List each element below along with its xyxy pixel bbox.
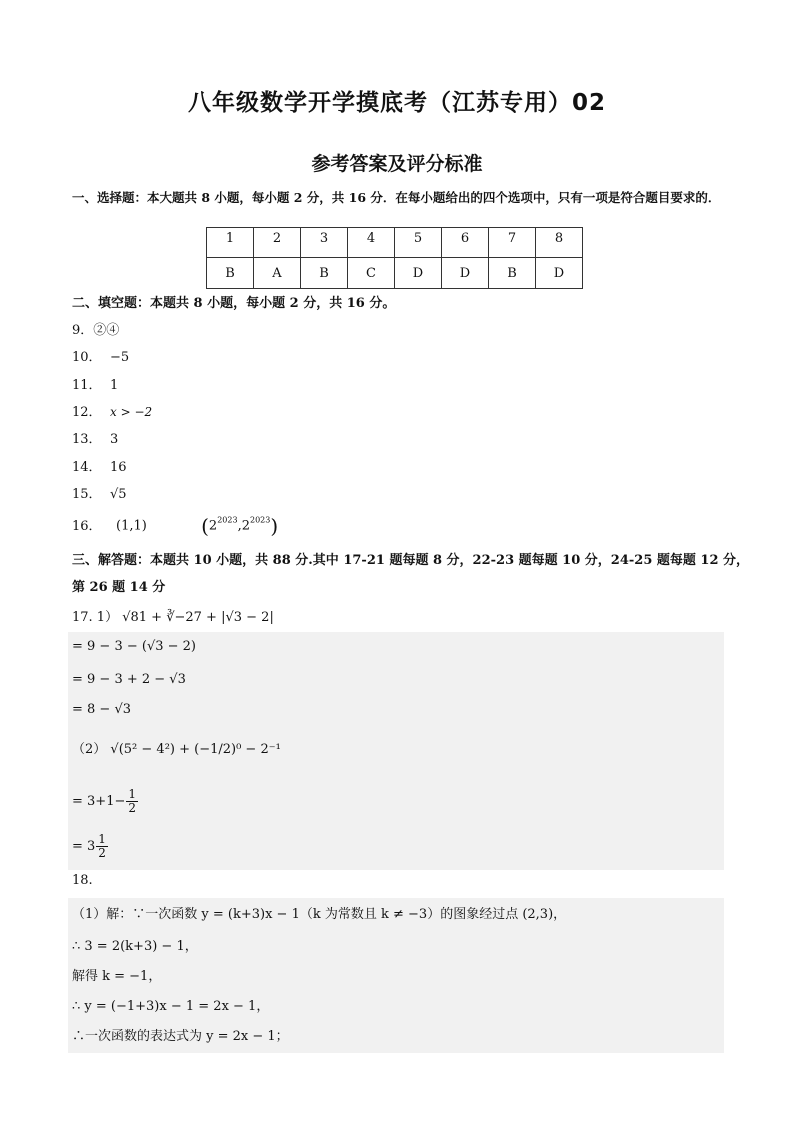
page-title: 八年级数学开学摸底考（江苏专用）02: [187, 90, 606, 116]
item-answer: x > −2: [110, 405, 153, 419]
fill-answer-10: [72, 346, 129, 365]
q18-label: 18.: [72, 873, 93, 888]
table-cell: D: [536, 258, 583, 289]
q17-part2-shaded-block: [68, 782, 724, 870]
q17-step-1: = 9 − 3 − (√3 − 2): [72, 639, 197, 654]
fraction: [126, 788, 138, 815]
fraction: [96, 833, 108, 860]
fill-answer-9: [72, 319, 119, 338]
fill-answer-12: [72, 401, 152, 420]
table-cell: A: [254, 258, 301, 289]
q18-line-2: ∴ 3 = 2(k+3) − 1，: [72, 939, 198, 954]
fraction-denominator: 2: [98, 846, 106, 860]
table-cell: C: [348, 258, 395, 289]
item-number: 16．: [72, 518, 102, 534]
table-cell: 6: [442, 228, 489, 258]
table-cell: B: [301, 258, 348, 289]
section3-heading-line2: 第 26 题 14 分: [72, 580, 166, 595]
section1-heading: [72, 188, 722, 208]
item-number: 15．: [72, 487, 102, 502]
item-answer-b-base: 2: [241, 518, 250, 534]
q17-step-3: = 8 − √3: [72, 702, 132, 717]
q18-line-1: （1）解：∵一次函数 y = (k+3)x − 1（k 为常数且 k ≠ −3）的图象经过点 (2,3)，: [72, 907, 567, 922]
q18-line-3: 解得 k = −1，: [72, 969, 162, 984]
section1-heading-text: 一、选择题：本大题共 8 小题，每小题 2 分，共 16 分．在每小题给出的四个选项中，只有一项是符合题目要求的．: [72, 190, 721, 205]
table-cell: 3: [301, 228, 348, 258]
answer-table-number-row: [207, 228, 583, 258]
q18-line-5: ∴一次函数的表达式为 y = 2x − 1；: [72, 1029, 289, 1044]
fill-answer-16: 16． (1,1) $(2^{2023},2^{2023})$: [72, 514, 279, 538]
item-answer: 1: [110, 378, 119, 393]
item-number: 11．: [72, 378, 102, 393]
item-number: 14．: [72, 460, 102, 475]
answer-table: [206, 227, 583, 289]
item-number: 10．: [72, 350, 102, 365]
table-cell: 2: [254, 228, 301, 258]
q17-part2-label: （2）: [72, 742, 107, 757]
table-cell: B: [207, 258, 254, 289]
table-cell: 8: [536, 228, 583, 258]
q18-line-4: ∴ y = (−1+3)x − 1 = 2x − 1，: [72, 999, 270, 1014]
item-answer-b-exp: 2023: [249, 515, 271, 525]
item-number: 13．: [72, 432, 102, 447]
section2-heading: 二、填空题：本题共 8 小题，每小题 2 分，共 16 分。: [72, 296, 396, 311]
item-answer-b-base: 2: [208, 518, 218, 534]
section3-heading-line1: 三、解答题：本题共 10 小题，共 88 分.其中 17-21 题每题 8 分，22-23 题每题 10 分，24-25 题每题 12 分，: [72, 553, 750, 568]
item-number: 9．: [72, 323, 94, 338]
step-text: = 3+1−: [72, 794, 126, 809]
fill-answer-11: [72, 374, 118, 393]
answer-table-answer-row: [207, 258, 583, 289]
q17-part2-step-1: [72, 788, 139, 815]
table-cell: 1: [207, 228, 254, 258]
table-cell: B: [489, 258, 536, 289]
table-cell: D: [442, 258, 489, 289]
q17-part1-shaded-block: [68, 632, 724, 782]
item-number: 12．: [72, 405, 102, 420]
q17-part2-expr: √(5² − 4²) + (−1/2)⁰ − 2⁻¹: [110, 742, 281, 757]
step-text: = 3: [72, 839, 96, 854]
q17-part2-step-2: [72, 833, 109, 860]
item-answer: −5: [110, 350, 130, 365]
q17-part1-expr: √81 + ∛−27 + |√3 − 2|: [122, 610, 274, 625]
item-answer: 16: [110, 460, 127, 475]
page-subtitle: 参考答案及评分标准: [311, 153, 483, 175]
fraction-numerator: 1: [128, 787, 136, 801]
q17-part1-expression: [72, 606, 274, 625]
fraction-denominator: 2: [128, 801, 136, 815]
fill-answer-14: [72, 456, 127, 475]
table-cell: D: [395, 258, 442, 289]
table-cell: 5: [395, 228, 442, 258]
fill-answer-15: [72, 483, 127, 502]
item-answer-b-exp: 2023: [217, 515, 238, 525]
q17-label: 17. 1）: [72, 610, 119, 625]
item-answer: ②④: [93, 323, 120, 338]
q17-part2-expression: [72, 738, 281, 757]
item-answer: √5: [110, 487, 127, 502]
table-cell: 4: [348, 228, 395, 258]
q17-step-2: = 9 − 3 + 2 − √3: [72, 672, 186, 687]
table-cell: 7: [489, 228, 536, 258]
item-answer-a: (1,1): [116, 518, 147, 534]
item-answer: 3: [110, 432, 119, 447]
fill-answer-13: [72, 428, 118, 447]
fraction-numerator: 1: [98, 832, 106, 846]
